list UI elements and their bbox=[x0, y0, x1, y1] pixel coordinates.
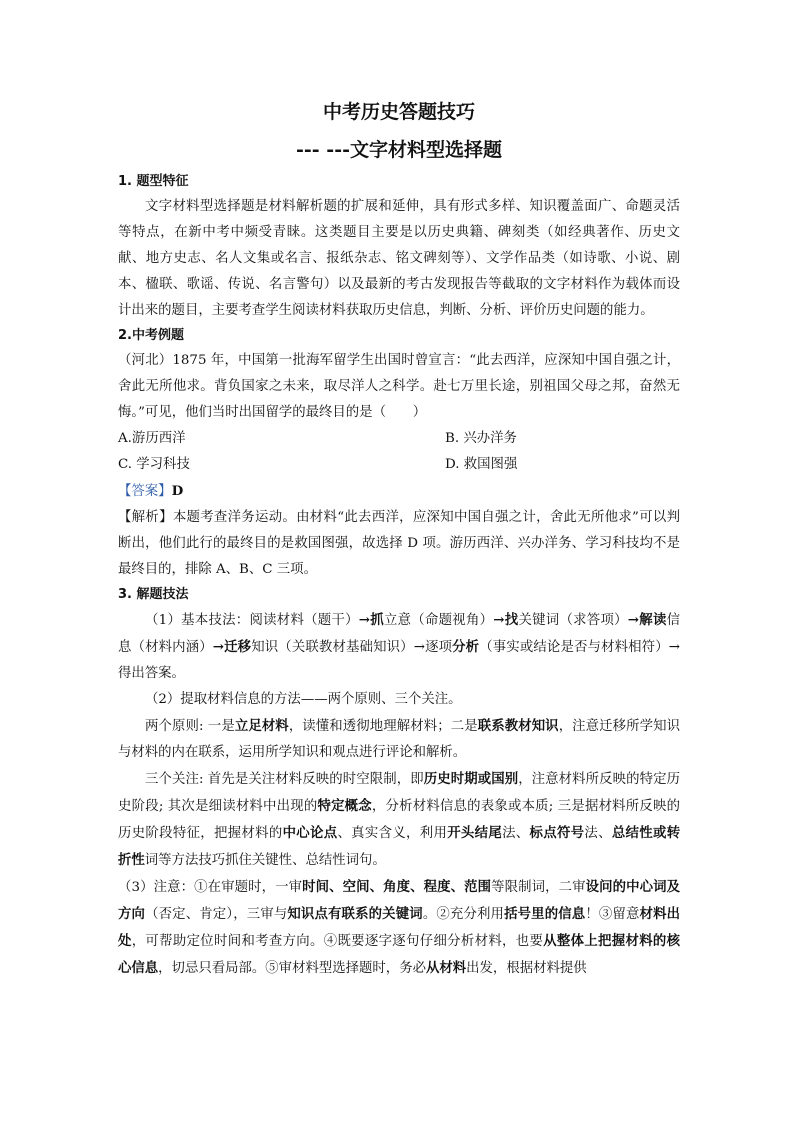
text-run: ，注意材料所反映的特定历史阶段; 其次是细读材料中出现的 bbox=[118, 772, 680, 814]
bold-run: 材料出处 bbox=[118, 906, 681, 949]
section1-paragraph: 文字材料型选择题是材料解析题的扩展和延伸，具有形式多样、知识覆盖面广、命题灵活等特点，在新中考中频受青睐。这类题目主要是以历史典籍、碑刻类（如经典著作、历史文献、地方史志、名人文集或名言、报纸杂志、铭文碑刻等）、文学作品类（如诗歌、小说、剧本、楹联、歌谣、传说、名言警句）以及最新的考古发现报告等截取的文字材料作为载体而设计出来的题目，主要考查学生阅读材料获取历史信息，判断、分析、评价历史问题的能力。 bbox=[118, 199, 680, 318]
bold-run: →找 bbox=[493, 612, 519, 628]
text-run: 法、 bbox=[502, 826, 530, 841]
text-run: 信息（材料内涵） bbox=[118, 613, 680, 655]
text-run: ，分析材料信息的表象或本质; 三是据材料所反映的历史阶段特征，把握材料的 bbox=[118, 799, 680, 841]
bold-run: 开头结尾 bbox=[447, 825, 503, 841]
section-heading-2: 2.中考例题 bbox=[118, 328, 184, 343]
bold-run: 从材料 bbox=[425, 960, 467, 976]
bold-run: →解读 bbox=[627, 612, 667, 628]
text-run: 词等方法技巧抓住关键性、总结性词句。 bbox=[144, 853, 386, 868]
option-c: C. 学习科技 bbox=[118, 457, 190, 472]
text-run: （否定、肯定），三审与 bbox=[145, 907, 288, 922]
text-run: 知识（关联教材基础知识）→逐项 bbox=[251, 640, 453, 655]
bold-run: 立足材料 bbox=[234, 718, 289, 734]
bold-run: 时间、空间、角度、程度、范围 bbox=[302, 879, 492, 895]
bold-run: →迁移 bbox=[212, 639, 252, 655]
section-heading-3: 3. 解题技法 bbox=[118, 587, 189, 602]
text-run: （1）基本技法：阅读材料（题干） bbox=[145, 613, 359, 628]
bold-run: 中心论点 bbox=[282, 825, 338, 841]
text-run: （事实或结论是否与材料相符）→得出答案。 bbox=[118, 640, 680, 681]
bold-run: 联系教材知识 bbox=[477, 718, 559, 734]
analysis-text: 本题考查洋务运动。由材料“此去西洋，应深知中国自强之计，舍此无所他求”可以判断出，他们此行的最终目的是救国图强，故选择 D 项。游历西洋、兴办洋务、学习科技均不是最终目的，排除 A、B、C 三项。 bbox=[118, 510, 680, 577]
text-run: ，切忌只看局部。⑤审材料型选择题时，务必 bbox=[158, 961, 426, 976]
three-concerns bbox=[118, 766, 680, 874]
bold-run: 特定概念 bbox=[317, 798, 372, 814]
text-run: ，注意迁移所学知识与材料的内在联系，运用所学知识和观点进行评论和解析。 bbox=[118, 719, 681, 760]
example-question: （河北）1875 年，中国第一批海军留学生出国时曾宣言：“此去西洋，应深知中国自强之计，舍此无所他求。背负国家之未来，取尽洋人之科学。赴七万里长途，别祖国父母之邦，奋然无悔。”可见，他们当时出国留学的最终目的是（ ） bbox=[118, 353, 680, 420]
bold-run: 分析 bbox=[452, 639, 480, 655]
text-run: 出发，根据材料提供 bbox=[466, 961, 587, 976]
technique-method: （2）提取材料信息的方法——两个原则、三个关注。 bbox=[145, 692, 462, 707]
text-run: 等限制词，二审 bbox=[491, 880, 586, 895]
answer-value: D bbox=[171, 483, 184, 499]
two-principles bbox=[118, 713, 680, 766]
options-row-1 bbox=[118, 426, 680, 452]
text-run: ，读懂和透彻地理解材料；二是 bbox=[288, 719, 478, 734]
page-title: 中考历史答题技巧 bbox=[322, 101, 475, 123]
text-run: ，可帮助定位时间和考查方向。④既要逐字逐句仔细分析材料，也要 bbox=[131, 934, 544, 949]
text-run: 关键词（求答项） bbox=[518, 613, 628, 628]
bold-run: 设问的中心词及方向 bbox=[118, 879, 681, 922]
bold-run: 从整体上把握材料的核心信息 bbox=[118, 933, 681, 976]
technique-basic bbox=[118, 607, 680, 687]
text-run: 立意（命题视角） bbox=[383, 613, 494, 628]
answer-line bbox=[118, 478, 680, 505]
bold-run: 总结性或转折性 bbox=[118, 825, 681, 868]
answer-tag: 【答案】 bbox=[118, 484, 172, 499]
text-run: （3）注意：①在审题时，一审 bbox=[118, 880, 303, 895]
text-run: ！③留意 bbox=[585, 907, 640, 922]
document-page bbox=[118, 98, 680, 982]
bold-run: 括号里的信息 bbox=[504, 906, 586, 922]
text-run: 三个关注: 首先是关注材料反映的时空限制，即 bbox=[145, 772, 424, 787]
text-run: 、真实含义，利用 bbox=[337, 826, 448, 841]
option-b: B. 兴办洋务 bbox=[445, 431, 517, 446]
options-row-2 bbox=[118, 452, 680, 478]
text-run: 。②充分利用 bbox=[422, 907, 505, 922]
bold-run: 标点符号 bbox=[529, 825, 585, 841]
analysis-paragraph bbox=[118, 505, 680, 583]
section-heading-1: 1. 题型特征 bbox=[118, 174, 189, 189]
text-run: 法、 bbox=[584, 826, 612, 841]
bold-run: 历史时期或国别 bbox=[423, 771, 519, 787]
page-subtitle: --- ---文字材料型选择题 bbox=[296, 139, 502, 161]
option-a: A.游历西洋 bbox=[118, 431, 186, 446]
option-d: D. 救国图强 bbox=[445, 457, 518, 472]
bold-run: 知识点有联系的关键词 bbox=[287, 906, 423, 922]
analysis-tag: 【解析】 bbox=[118, 510, 173, 525]
text-run: 两个原则: 一是 bbox=[145, 719, 235, 734]
bold-run: →抓 bbox=[358, 612, 384, 628]
attention-notes bbox=[118, 874, 680, 982]
